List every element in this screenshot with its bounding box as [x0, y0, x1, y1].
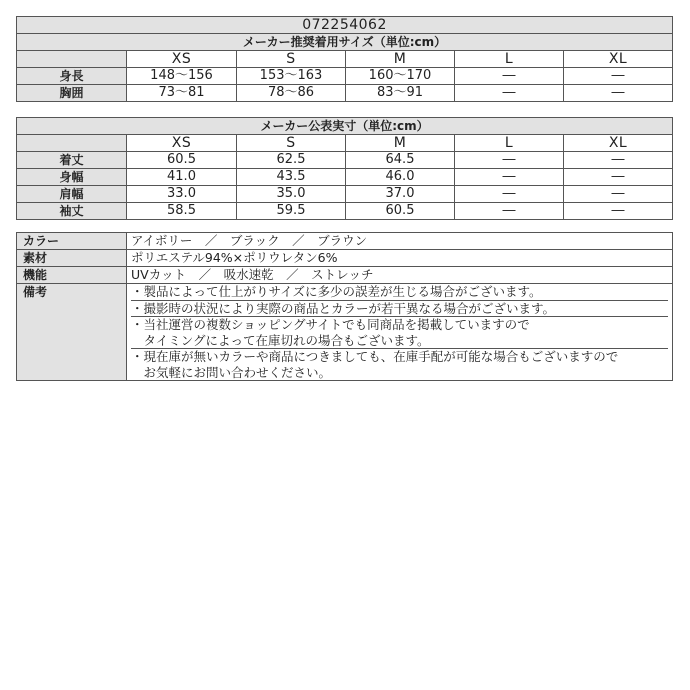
table-row — [17, 203, 673, 220]
table-cell: 78～86 — [237, 85, 346, 102]
table-cell: ― — [455, 186, 564, 203]
table-cell: 59.5 — [237, 203, 346, 220]
table-cell: ― — [455, 68, 564, 85]
color-row — [17, 233, 673, 250]
size-header: XL — [564, 51, 673, 68]
product-code-row — [17, 17, 673, 34]
table-cell: 46.0 — [346, 169, 455, 186]
note-line: お気軽にお問い合わせください。 — [131, 364, 332, 380]
table-cell: 73～81 — [127, 85, 237, 102]
row-label-sleeve: 袖丈 — [17, 203, 127, 220]
table-row — [17, 68, 673, 85]
material-row — [17, 250, 673, 267]
size-header: L — [455, 135, 564, 152]
table-cell: 60.5 — [346, 203, 455, 220]
table-cell: 43.5 — [237, 169, 346, 186]
table-cell: 41.0 — [127, 169, 237, 186]
table-cell: ― — [564, 85, 673, 102]
table-cell: 35.0 — [237, 186, 346, 203]
table-cell: ― — [564, 68, 673, 85]
color-label: カラー — [17, 233, 127, 250]
note-line: ・撮影時の状況により実際の商品とカラーが若干異なる場合がございます。 — [131, 300, 556, 316]
row-label-height: 身長 — [17, 68, 127, 85]
size-header-row — [17, 51, 673, 68]
size-header: S — [237, 51, 346, 68]
material-value: ポリエステル94%×ポリウレタン6% — [127, 250, 673, 267]
table-cell: 83～91 — [346, 85, 455, 102]
function-row — [17, 267, 673, 284]
table-row — [17, 152, 673, 169]
corner-cell — [17, 51, 127, 68]
table-cell: 33.0 — [127, 186, 237, 203]
row-label-width: 身幅 — [17, 169, 127, 186]
note-line: ・現在庫が無いカラーや商品につきましても、在庫手配が可能な場合もございますので — [131, 349, 619, 364]
table-cell: ― — [564, 152, 673, 169]
size-header: L — [455, 51, 564, 68]
note-line: ・製品によって仕上がりサイズに多少の誤差が生じる場合がございます。 — [131, 284, 542, 299]
note-line: ・当社運営の複数ショッピングサイトでも同商品を掲載していますので — [131, 317, 530, 332]
notes-cell — [127, 284, 673, 381]
table-row — [17, 85, 673, 102]
color-value: アイボリー ／ ブラック ／ ブラウン — [127, 233, 673, 250]
table-cell: 160～170 — [346, 68, 455, 85]
size-header: XS — [127, 135, 237, 152]
size-header: S — [237, 135, 346, 152]
table-cell: 153～163 — [237, 68, 346, 85]
table-cell: 60.5 — [127, 152, 237, 169]
note-item — [131, 301, 668, 318]
recommended-title: メーカー推奨着用サイズ（単位:cm） — [17, 34, 673, 51]
table-cell: ― — [455, 85, 564, 102]
table-cell: 148～156 — [127, 68, 237, 85]
product-code: 072254062 — [17, 17, 673, 34]
table-cell: ― — [455, 152, 564, 169]
notes-label: 備考 — [17, 284, 127, 381]
table-cell: ― — [455, 169, 564, 186]
measurement-title: メーカー公表実寸（単位:cm） — [17, 118, 673, 135]
measurement-title-row — [17, 118, 673, 135]
note-item — [131, 284, 668, 301]
table-cell: ― — [564, 169, 673, 186]
row-label-chest: 胸囲 — [17, 85, 127, 102]
recommended-size-table — [16, 16, 673, 102]
table-cell: 64.5 — [346, 152, 455, 169]
table-cell: ― — [564, 203, 673, 220]
function-label: 機能 — [17, 267, 127, 284]
table-cell: ― — [564, 186, 673, 203]
size-header: M — [346, 51, 455, 68]
note-item — [131, 349, 668, 380]
table-row — [17, 169, 673, 186]
table-cell: ― — [455, 203, 564, 220]
note-line: タイミングによって在庫切れの場合もございます。 — [131, 332, 430, 348]
corner-cell — [17, 135, 127, 152]
size-header-row — [17, 135, 673, 152]
recommended-title-row — [17, 34, 673, 51]
material-label: 素材 — [17, 250, 127, 267]
size-header: XS — [127, 51, 237, 68]
table-row — [17, 186, 673, 203]
size-header: XL — [564, 135, 673, 152]
row-label-shoulder: 肩幅 — [17, 186, 127, 203]
table-cell: 58.5 — [127, 203, 237, 220]
table-cell: 37.0 — [346, 186, 455, 203]
notes-row — [17, 284, 673, 381]
measurement-table — [16, 117, 673, 220]
table-cell: 62.5 — [237, 152, 346, 169]
function-value: UVカット ／ 吸水速乾 ／ ストレッチ — [127, 267, 673, 284]
product-info-table — [16, 232, 673, 381]
size-header: M — [346, 135, 455, 152]
note-item — [131, 317, 668, 349]
row-label-length: 着丈 — [17, 152, 127, 169]
